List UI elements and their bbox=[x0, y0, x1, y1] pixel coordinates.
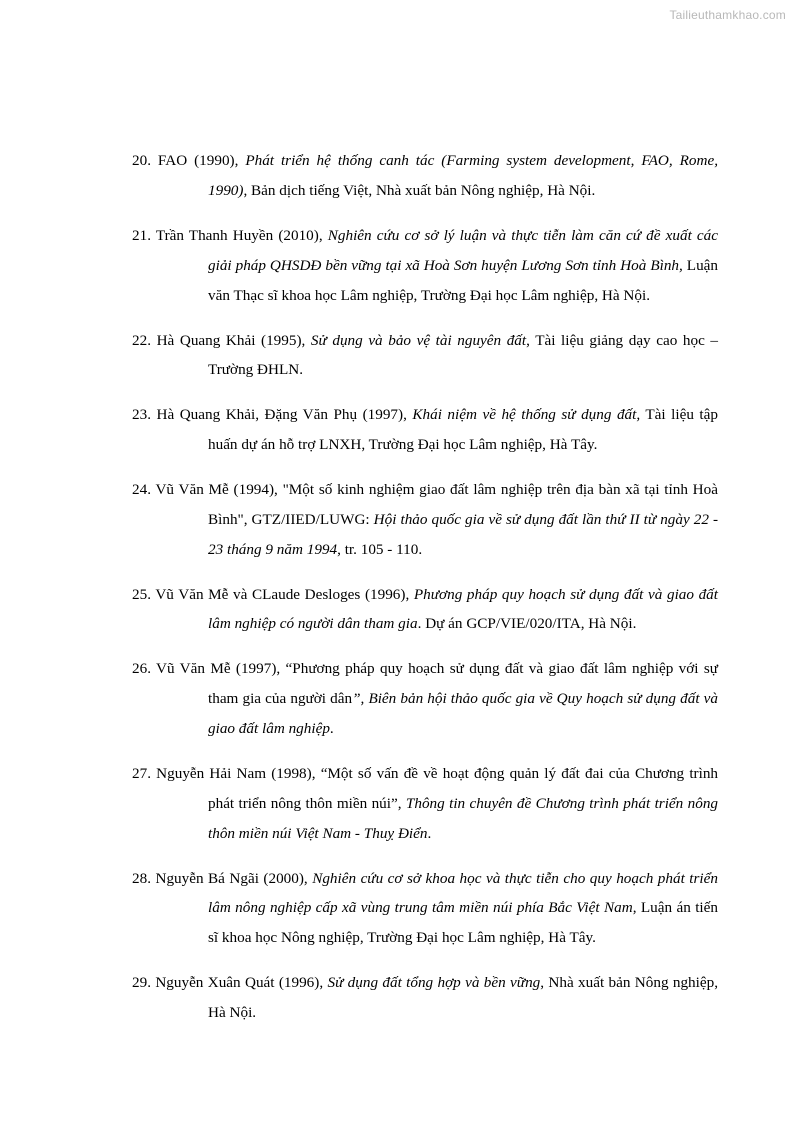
ref-number: 20. bbox=[132, 152, 151, 170]
ref-title: Phương pháp quy hoạch sử dụng đất và giao đất lâm nghiệp có người dân tham gia bbox=[208, 585, 718, 633]
ref-publisher: , Bản dịch tiếng Việt, Nhà xuất bản Nông nghiệp, Hà Nội. bbox=[243, 181, 596, 199]
ref-author: Nguyễn Hải Nam (1998), bbox=[150, 765, 321, 783]
ref-number: 21. bbox=[132, 226, 151, 244]
ref-publisher: . bbox=[427, 824, 432, 842]
ref-number: 24. bbox=[132, 481, 151, 499]
ref-publisher: . Dự án GCP/VIE/020/ITA, Hà Nội. bbox=[417, 615, 637, 633]
watermark: Tailieuthamkhao.com bbox=[669, 8, 786, 22]
reference-item bbox=[132, 326, 718, 386]
ref-article: “Phương pháp quy hoạch sử dụng đất và giao đất lâm nghiệp với sự tham gia của người dân bbox=[208, 660, 718, 708]
reference-list bbox=[132, 131, 718, 1043]
ref-author: Nguyễn Xuân Quát (1996), bbox=[150, 974, 328, 992]
ref-author: Nguyễn Bá Ngãi (2000), bbox=[150, 869, 313, 887]
ref-article: “Một số vấn đề về hoạt động quản lý đất đai của Chương trình phát triển nông thôn miền núi”, bbox=[208, 765, 719, 812]
ref-number: 29. bbox=[132, 974, 151, 992]
reference-item bbox=[132, 759, 718, 848]
reference-item bbox=[132, 654, 718, 743]
ref-publisher: , tr. 105 - 110. bbox=[337, 540, 423, 558]
ref-number: 25. bbox=[132, 585, 151, 603]
ref-author: Trần Thanh Huyền (2010), bbox=[150, 226, 328, 244]
ref-publisher: , Tài liệu giảng dạy cao học – Trường ĐHLN. bbox=[208, 331, 718, 379]
ref-number: 26. bbox=[132, 660, 151, 678]
reference-item bbox=[132, 221, 718, 310]
ref-publisher: , Nhà xuất bản Nông nghiệp, Hà Nội. bbox=[208, 974, 719, 1021]
ref-author: Hà Quang Khải, Đặng Văn Phụ (1997), bbox=[150, 406, 413, 424]
ref-title: Sử dụng đất tổng hợp và bền vững bbox=[327, 974, 541, 992]
reference-item bbox=[132, 146, 718, 206]
ref-title: Hội thảo quốc gia về sử dụng đất lần thứ II từ ngày 22 - 23 tháng 9 năm 1994 bbox=[208, 510, 719, 558]
reference-item bbox=[132, 475, 718, 564]
ref-number: 23. bbox=[132, 406, 151, 424]
ref-number: 22. bbox=[132, 331, 151, 349]
ref-author: Vũ Văn Mễ và CLaude Desloges (1996), bbox=[150, 585, 414, 603]
ref-publisher: Tài liệu tập huấn dự án hỗ trợ LNXH, Trường Đại học Lâm nghiệp, Hà Tây. bbox=[208, 406, 718, 454]
reference-item bbox=[132, 864, 718, 953]
ref-publisher: . bbox=[329, 720, 334, 738]
reference-item bbox=[132, 400, 718, 460]
ref-title: Phát triển hệ thống canh tác (Farming system development, FAO, Rome, 1990) bbox=[208, 152, 719, 199]
ref-author: Vũ Văn Mễ (1997), bbox=[150, 660, 286, 678]
ref-author: Vũ Văn Mễ (1994), bbox=[150, 481, 283, 499]
ref-title: Thông tin chuyên đề Chương trình phát triển nông thôn miền núi Việt Nam - Thuỵ Điển bbox=[208, 794, 719, 842]
ref-title: Nghiên cứu cơ sở khoa học và thực tiễn cho quy hoạch phát triển lâm nông nghiệp cấp xã vùng trung tâm miền núi phía Bắc Việt Nam bbox=[208, 869, 718, 917]
ref-title: ”, Biên bản hội thảo quốc gia về Quy hoạch sử dụng đất và giao đất lâm nghiệp bbox=[208, 690, 718, 738]
ref-publisher: Luận văn Thạc sĩ khoa học Lâm nghiệp, Trường Đại học Lâm nghiệp, Hà Nội. bbox=[208, 256, 719, 304]
reference-item bbox=[132, 580, 718, 640]
ref-title: Sử dụng và bảo vệ tài nguyên đất bbox=[310, 331, 527, 349]
ref-title: Khái niệm về hệ thống sử dụng đất, bbox=[412, 406, 641, 424]
ref-number: 27. bbox=[132, 765, 151, 783]
ref-author: FAO (1990), bbox=[150, 152, 246, 170]
ref-author: Hà Quang Khải (1995), bbox=[150, 331, 311, 349]
ref-article: "Một số kinh nghiệm giao đất lâm nghiệp trên địa bàn xã tại tỉnh Hoà Bình", GTZ/IIED/LUWG: bbox=[208, 481, 718, 528]
ref-title: Nghiên cứu cơ sở lý luận và thực tiễn làm căn cứ đề xuất các giải pháp QHSDĐ bền vững tại xã Hoà Sơn huyện Lương Sơn tỉnh Hoà Bình, bbox=[208, 226, 718, 274]
reference-item bbox=[132, 968, 718, 1028]
ref-publisher: , Luận án tiến sĩ khoa học Nông nghiệp, Trường Đại học Lâm nghiệp, Hà Tây. bbox=[208, 899, 718, 947]
ref-number: 28. bbox=[132, 869, 151, 887]
